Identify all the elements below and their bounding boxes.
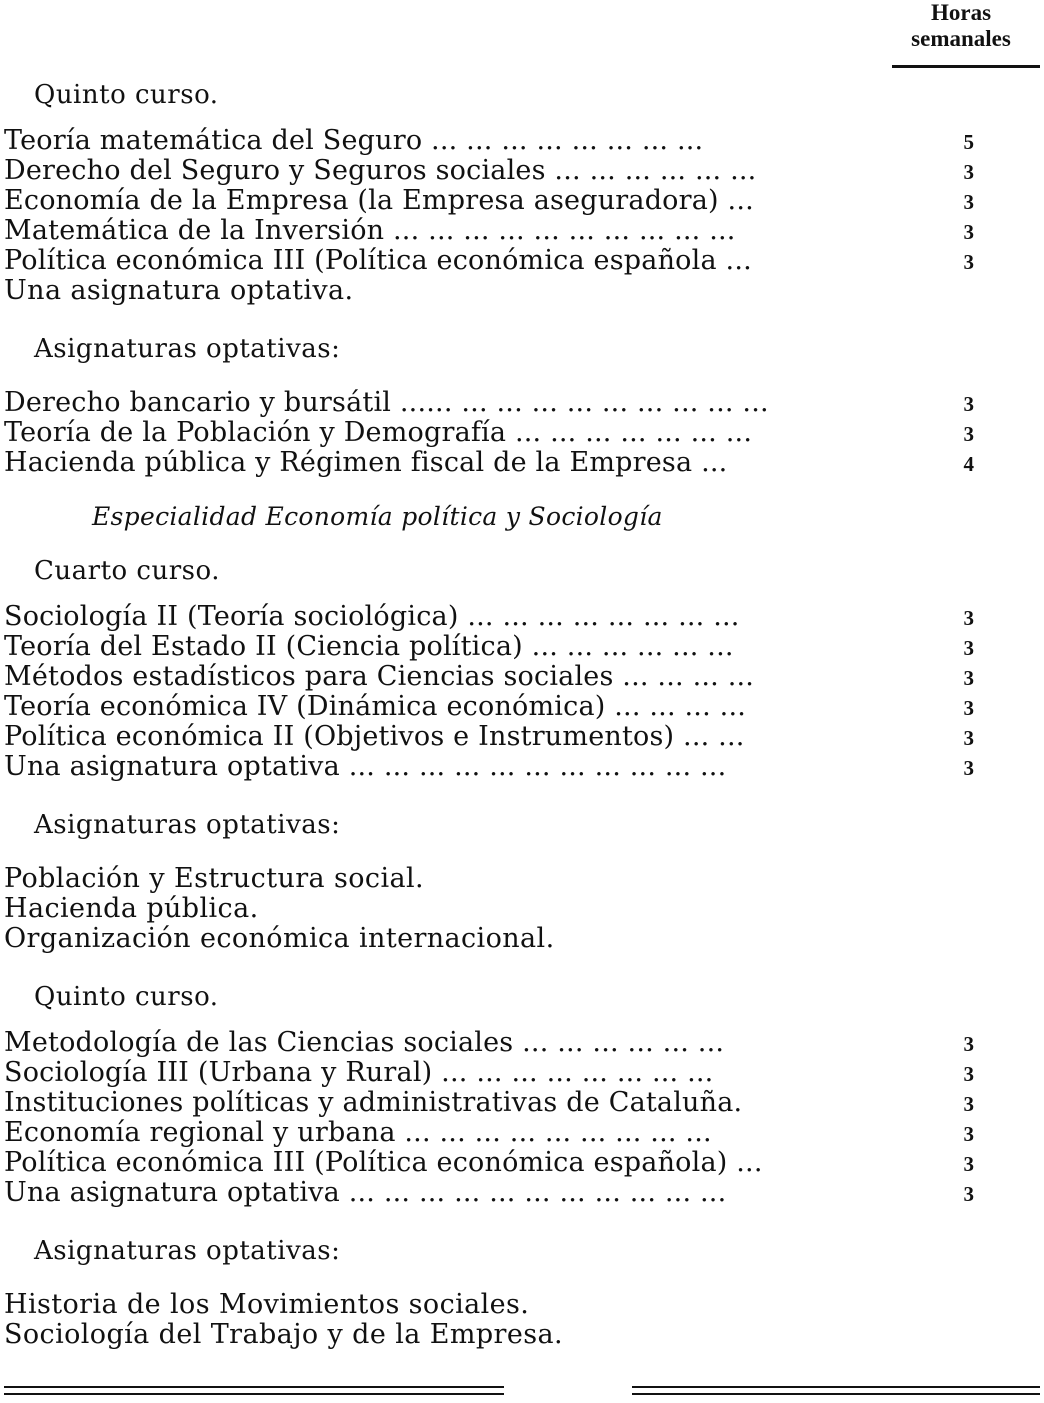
quinto-curso-heading: Quinto curso.	[34, 982, 219, 1012]
cuarto-curso-heading: Cuarto curso.	[34, 556, 220, 586]
footer-rule-left-top	[4, 1386, 504, 1388]
header-line-horas: Horas	[930, 0, 992, 25]
subject-row	[4, 1028, 994, 1058]
subject-hours: 3	[963, 190, 974, 214]
optional-subject: Población y Estructura social.	[4, 863, 425, 894]
quinto-curso-subjects	[4, 126, 1004, 306]
subject-row	[4, 448, 994, 478]
subject-hours: 3	[963, 250, 974, 274]
subject-hours: 3	[963, 726, 974, 750]
subject-hours: 3	[963, 756, 974, 780]
quinto-curso-heading: Quinto curso.	[34, 80, 219, 110]
subject-hours: 3	[963, 1152, 974, 1176]
subject-name: Sociología II (Teoría sociológica) ... ... ... ... ... ... ... ...	[4, 602, 740, 632]
subject-hours: 3	[963, 1122, 974, 1146]
course-listing	[4, 80, 1004, 1350]
optional-subject: Hacienda pública.	[4, 893, 259, 924]
subject-hours: 3	[963, 1032, 974, 1056]
subject-hours: 3	[963, 220, 974, 244]
subject-name: Economía de la Empresa (la Empresa aseguradora) ...	[4, 186, 754, 216]
subject-row	[4, 216, 994, 246]
header-rule	[892, 65, 1040, 68]
cuarto-curso-subjects	[4, 602, 1004, 782]
specialty-heading: Especialidad Economía política y Sociología	[92, 502, 663, 531]
subject-row	[4, 246, 994, 276]
subject-row	[4, 1148, 994, 1178]
subject-hours: 3	[963, 160, 974, 184]
subject-name: Política económica III (Política económica española ...	[4, 246, 752, 276]
subject-name: Instituciones políticas y administrativas de Cataluña.	[4, 1088, 743, 1118]
subject-name: Metodología de las Ciencias sociales ... ... ... ... ... ...	[4, 1028, 725, 1058]
subject-row	[4, 1088, 994, 1118]
subject-name: Derecho bancario y bursátil ...... ... ... ... ... ... ... ... ... ...	[4, 388, 769, 418]
footer-rule-right-top	[632, 1386, 1040, 1388]
subject-row	[4, 722, 994, 752]
footer-rule-left-bottom	[4, 1393, 504, 1395]
subject-name: Derecho del Seguro y Seguros sociales ... ... ... ... ... ...	[4, 156, 757, 186]
subject-row	[4, 662, 994, 692]
subject-name: Métodos estadísticos para Ciencias sociales ... ... ... ...	[4, 662, 755, 692]
subject-hours: 3	[963, 392, 974, 416]
optativas-heading: Asignaturas optativas:	[34, 334, 341, 364]
subject-name: Una asignatura optativa ... ... ... ... ... ... ... ... ... ... ...	[4, 752, 727, 782]
subject-hours: 3	[963, 666, 974, 690]
optional-subject: Historia de los Movimientos sociales.	[4, 1289, 530, 1320]
subject-hours: 3	[963, 1092, 974, 1116]
subject-hours: 3	[963, 422, 974, 446]
hours-column-header	[886, 0, 1036, 52]
optional-subject: Organización económica internacional.	[4, 923, 555, 954]
quinto-curso-subjects	[4, 1028, 1004, 1208]
optional-subject-note: Una asignatura optativa.	[4, 275, 354, 306]
footer-rule-right-bottom	[632, 1393, 1040, 1395]
optativas-list	[4, 1290, 1004, 1350]
subject-name: Economía regional y urbana ... ... ... ... ... ... ... ... ...	[4, 1118, 712, 1148]
subject-hours: 3	[963, 1062, 974, 1086]
subject-row	[4, 752, 994, 782]
optativas-list	[4, 864, 1004, 954]
subject-row	[4, 126, 994, 156]
subject-row	[4, 418, 994, 448]
subject-row	[4, 1178, 994, 1208]
subject-name: Una asignatura optativa ... ... ... ... ... ... ... ... ... ... ...	[4, 1178, 727, 1208]
subject-row	[4, 1058, 994, 1088]
subject-hours: 5	[963, 130, 974, 154]
subject-name: Hacienda pública y Régimen fiscal de la Empresa ...	[4, 448, 728, 478]
subject-row	[4, 186, 994, 216]
subject-name: Política económica III (Política económica española) ...	[4, 1148, 763, 1178]
subject-row	[4, 388, 994, 418]
subject-hours: 3	[963, 696, 974, 720]
subject-hours: 3	[963, 1182, 974, 1206]
subject-row	[4, 156, 994, 186]
optativas-heading: Asignaturas optativas:	[34, 1236, 341, 1266]
subject-row	[4, 1118, 994, 1148]
subject-hours: 3	[963, 636, 974, 660]
optativas-list	[4, 388, 1004, 478]
subject-hours: 3	[963, 606, 974, 630]
optional-subject: Sociología del Trabajo y de la Empresa.	[4, 1319, 563, 1350]
optativas-heading: Asignaturas optativas:	[34, 810, 341, 840]
subject-hours: 4	[963, 452, 974, 476]
subject-name: Teoría matemática del Seguro ... ... ... ... ... ... ... ...	[4, 126, 704, 156]
header-line-semanales: semanales	[911, 26, 1011, 51]
subject-name: Teoría económica IV (Dinámica económica) ... ... ... ...	[4, 692, 747, 722]
subject-row	[4, 602, 994, 632]
subject-name: Sociología III (Urbana y Rural) ... ... ... ... ... ... ... ...	[4, 1058, 714, 1088]
subject-name: Teoría del Estado II (Ciencia política) ... ... ... ... ... ...	[4, 632, 734, 662]
subject-name: Matemática de la Inversión ... ... ... ... ... ... ... ... ... ...	[4, 216, 736, 246]
subject-row	[4, 692, 994, 722]
subject-name: Teoría de la Población y Demografía ... ... ... ... ... ... ...	[4, 418, 753, 448]
subject-row	[4, 632, 994, 662]
subject-name: Política económica II (Objetivos e Instrumentos) ... ...	[4, 722, 745, 752]
